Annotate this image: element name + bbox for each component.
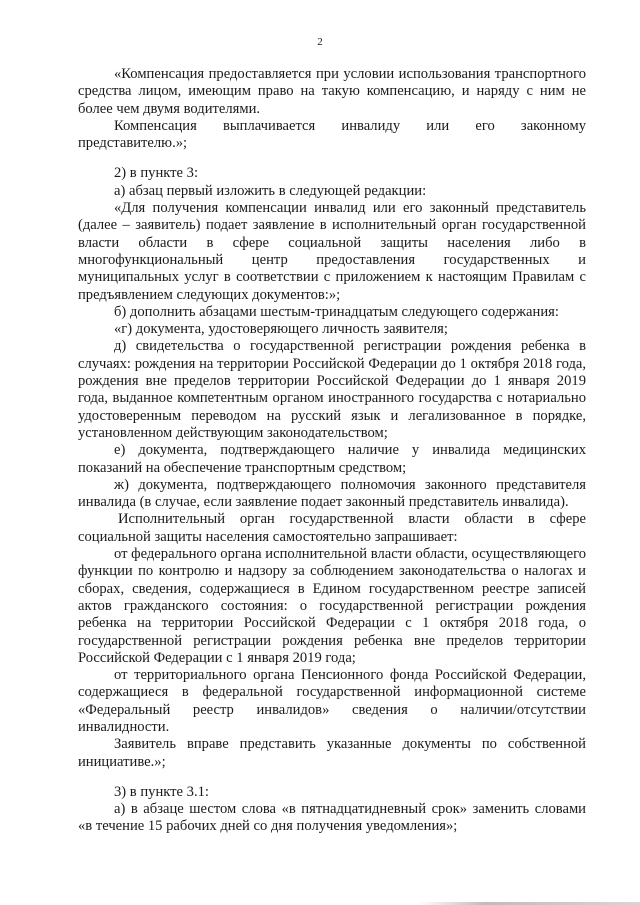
paragraph-item-3: 3) в пункте 3.1: bbox=[114, 783, 209, 800]
paragraph-applicant-initiative: Заявитель вправе представить указанные документы по собственной инициативе.»; bbox=[78, 736, 586, 770]
paragraph-doc-d: д) свидетельства о государственной регистрации рождения ребенка в случаях: рождения на территории Российской Федерации до 1 октября 2018 года, рождения вне пределов территории Российской Федерации до 1 января 2019 года, выданное компетентным органом иностранного государства с нотариально удостоверенным переводом на русский язык и легализованное в порядке, установленном действующим законодательством; bbox=[78, 338, 586, 441]
paragraph-compensation-conditions: «Компенсация предоставляется при условии использования транспортного средства лицом, имеющим право на такую компенсацию, и наряду с ним не более чем двумя водителями. bbox=[78, 66, 586, 117]
paragraph-item-2: 2) в пункте 3: bbox=[114, 165, 199, 182]
paragraph-compensation-payee: Компенсация выплачивается инвалиду или его законному представителю.»; bbox=[78, 117, 586, 152]
paragraph-application-submission: «Для получения компенсации инвалид или его законный представитель (далее – заявитель) подает заявление в исполнительный орган государственной власти области в сфере социальной защиты населения либо в многофункциональный центр предоставления государственных и муниципальных услуг в соответствии с приложением к настоящим Правилам с предъявлением следующих документов:»; bbox=[78, 200, 586, 303]
document-body bbox=[78, 66, 586, 836]
paragraph-subitem-a-replace: а) в абзаце шестом слова «в пятнадцатидневный срок» заменить словами «в течение 15 рабочих дней со дня получения уведомления»; bbox=[78, 801, 586, 835]
paragraph-request-federal-tax: от федерального органа исполнительной власти области, осуществляющего функции по контролю и надзору за соблюдением законодательства о налогах и сборах, сведения, содержащиеся в Едином государственном реестре записей актов гражданского состояния: о государственной регистрации рождения ребенка на территории Российской Федерации с 1 октября 2018 года, о государственной регистрации рождения ребенка вне пределов территории Российской Федерации с 1 января 2019 года; bbox=[78, 546, 587, 666]
paragraph-authority-requests: Исполнительный орган государственной власти области в сфере социальной защиты населения самостоятельно запрашивает: bbox=[78, 511, 586, 545]
paragraph-subitem-b: б) дополнить абзацами шестым-тринадцатым следующего содержания: bbox=[114, 303, 559, 320]
page-number: 2 bbox=[317, 36, 323, 48]
paragraph-request-pension-fund: от территориального органа Пенсионного фонда Российской Федерации, содержащиеся в федеральной государственной информационной системе «Федеральный реестр инвалидов» сведения о наличии/отсутствии инвалидности. bbox=[78, 667, 586, 735]
paragraph-doc-g: «г) документа, удостоверяющего личность заявителя; bbox=[114, 321, 448, 338]
paragraph-doc-e: е) документа, подтверждающего наличие у инвалида медицинских показаний на обеспечение транспортным средством; bbox=[78, 442, 586, 476]
paragraph-subitem-a: а) абзац первый изложить в следующей редакции: bbox=[114, 182, 427, 199]
paragraph-doc-zh: ж) документа, подтверждающего полномочия законного представителя инвалида (в случае, если заявление подает законный представитель инвалида). bbox=[78, 476, 586, 511]
